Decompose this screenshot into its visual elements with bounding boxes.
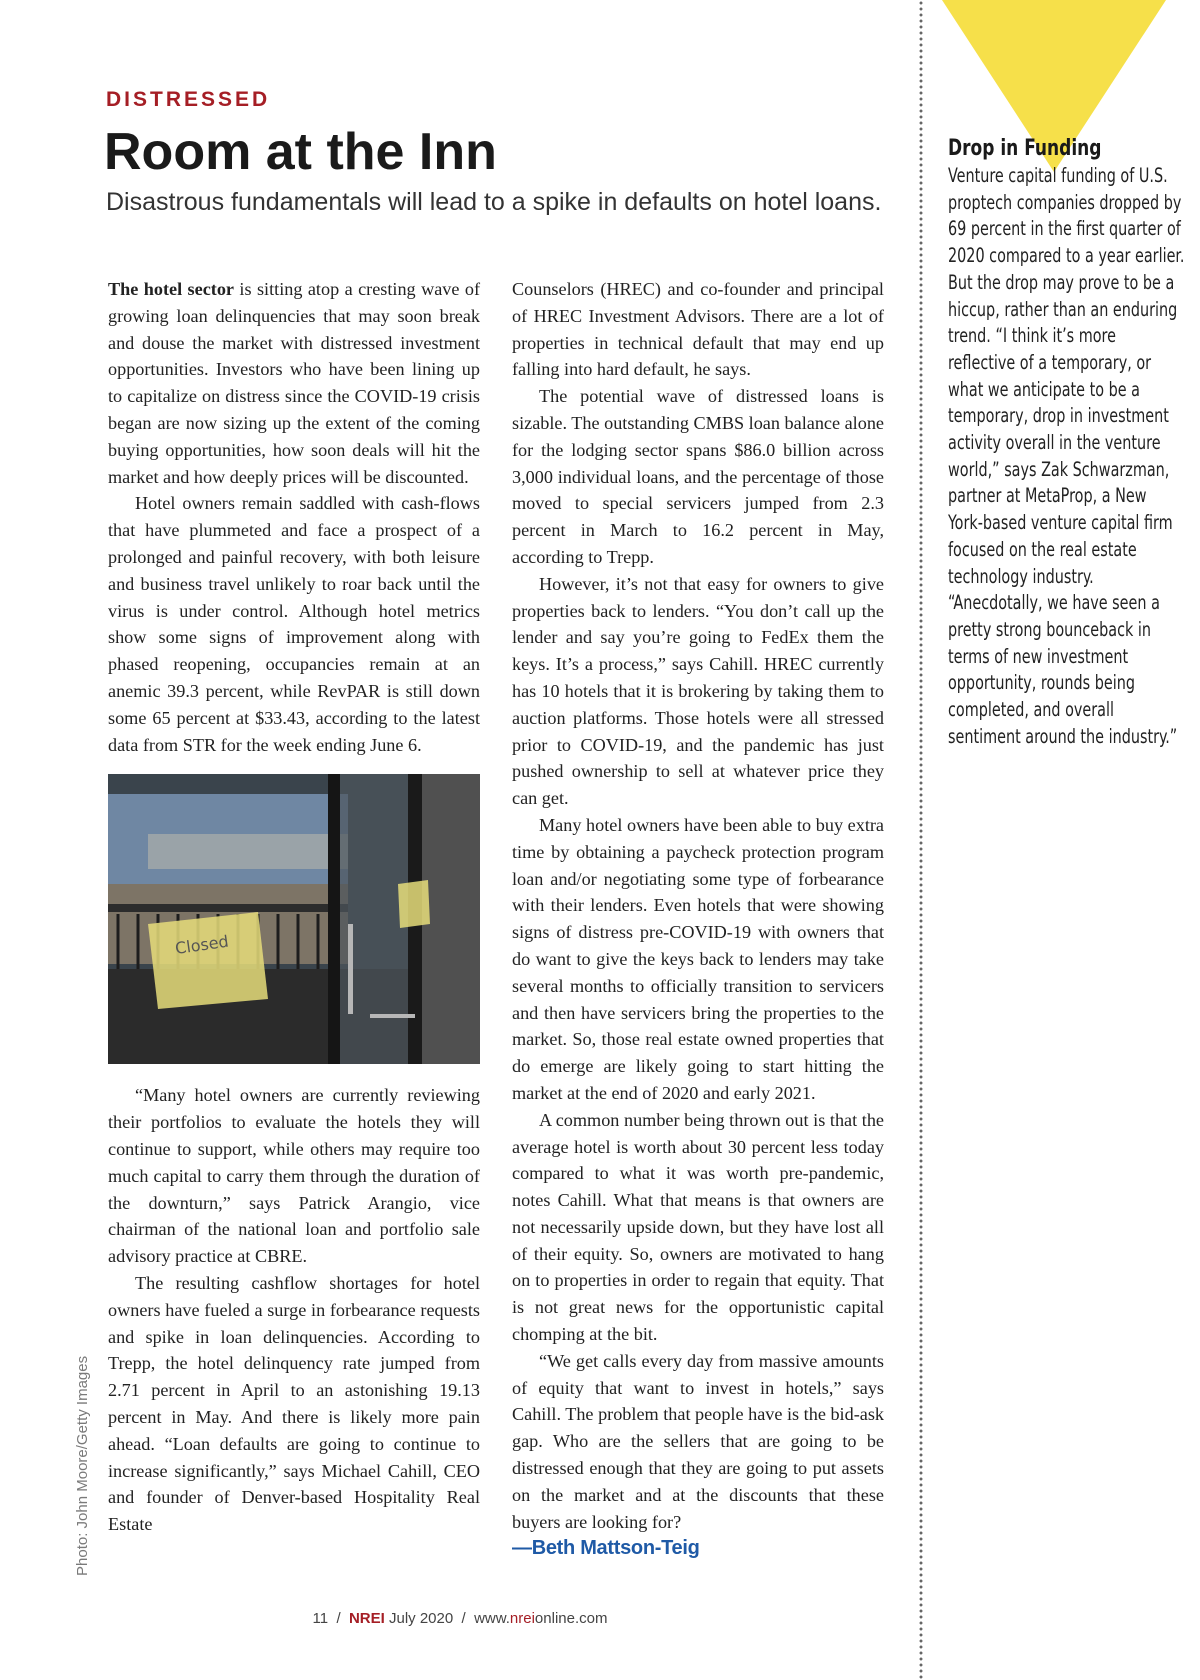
- paragraph: [108, 276, 480, 490]
- website-link[interactable]: [474, 1610, 607, 1627]
- page-footer: [0, 1610, 920, 1627]
- paragraph: Many hotel owners have been able to buy extra time by obtaining a paycheck protection program loan and/or negotiating some type of forbearance with their lenders. Even hotels that were showing signs of distress pre-COVID-19 with owners that do want to give the keys back to lenders may take several months to officially transition to servicers and then have servicers bring the properties to the market. So, those real estate owned properties that do emerge are likely going to start hitting the market at the end of 2020 and early 2021.: [512, 814, 884, 1103]
- url-suffix: online.com: [534, 1610, 608, 1627]
- headline: Room at the Inn: [104, 123, 497, 181]
- paragraph: Counselors (HREC) and co-founder and principal of HREC Investment Advisors. There are a lot of properties in technical default that may end up falling into hard default, he says.: [512, 279, 884, 380]
- paragraph: However, it’s not that easy for owners to give properties back to lenders. “You don’t call up the lender and say you’re going to FedEx them the keys. It’s a process,” says Cahill. HREC currently has 10 hotels that it is brokering by taking them to auction platforms. Those hotels were all stressed prior to COVID-19, and the pandemic has just pushed ownership to sell at whatever price they can get.: [512, 573, 884, 809]
- page-number: 11: [312, 1610, 329, 1627]
- paragraph-text: is sitting atop a cresting wave of growing loan delinquencies that may soon break and douse the market with distressed investment opportunities. Investors who have been lining up to capitalize on distress since the COVID-19 crisis began are now sizing up the extent of the coming buying opportunities, how soon deals will hit the market and how deeply prices will be discounted.: [108, 279, 481, 487]
- footer-separator: /: [461, 1610, 466, 1627]
- issue-date: July 2020: [388, 1610, 454, 1627]
- url-brand: nrei: [509, 1610, 535, 1627]
- hotel-closed-photo: [108, 774, 480, 1064]
- paragraph: “Many hotel owners are currently reviewing their portfolios to evaluate the hotels they will continue to support, while others may require too much capital to carry them through the duration of the downturn,” says Patrick Arangio, vice chairman of the national loan and portfolio sale advisory practice at CBRE.: [108, 1085, 480, 1267]
- dotted-divider: [919, 0, 923, 1680]
- deck: Disastrous fundamentals will lead to a spike in defaults on hotel loans.: [106, 188, 882, 216]
- brand-name: NREI: [348, 1610, 385, 1627]
- photo-credit: Photo: John Moore/Getty Images: [74, 1355, 91, 1576]
- sidebar-text: Venture capital funding of U.S. proptech companies dropped by 69 percent in the first quarter of 2020 compared to a year earlier. But the drop may prove to be a hiccup, rather than an enduring trend. “I think it’s more reflective of a temporary, or what we anticipate to be a temporary, drop in investment activity overall in the venture world,” says Zak Schwarzman, partner at MetaProp, a New York-based venture capital firm focused on the real estate technology industry. “Anecdotally, we have seen a pretty strong bounceback in terms of new investment opportunity, rounds being completed, and overall sentiment around the industry.”: [948, 164, 1185, 748]
- article-column-1: [108, 276, 480, 1538]
- paragraph: A common number being thrown out is that the average hotel is worth about 30 percent less today compared to what it was worth pre-pandemic, notes Cahill. What that means is that owners are not necessarily upside down, but they have lost all of their equity. So, owners are motivated to hang on to properties in order to regain that equity. That is not great news for the opportunistic capital chomping at the bit.: [512, 1109, 884, 1345]
- lead-in: The hotel sector: [108, 279, 234, 299]
- article-column-2: [512, 276, 884, 1562]
- closed-sign-text: Closed: [173, 932, 230, 959]
- byline: —Beth Mattson-Teig: [512, 1537, 700, 1560]
- url-prefix: www.: [474, 1610, 510, 1627]
- sidebar-title: Drop in Funding: [948, 136, 1102, 161]
- paragraph: The potential wave of distressed loans is sizable. The outstanding CMBS loan balance alone for the lodging sector spans $86.0 billion across 3,000 individual loans, and the percentage of those moved to special servicers jumped from 2.3 percent in March to 16.2 percent in May, according to Trepp.: [512, 386, 884, 567]
- footer-separator: /: [336, 1610, 341, 1627]
- section-kicker: DISTRESSED: [106, 88, 271, 111]
- photo-illustration: [108, 774, 480, 1064]
- paragraph: “We get calls every day from massive amounts of equity that want to invest in hotels,” says Cahill. The problem that people have is the bid-ask gap. Who are the sellers that are going to be distressed enough that they are going to put assets on the market and at the discounts that these buyers are looking for?: [512, 1350, 884, 1532]
- paragraph: Hotel owners remain saddled with cash-flows that have plummeted and face a prospect of a prolonged and painful recovery, with both leisure and business travel unlikely to roar back until the virus is under control. Although hotel metrics show some signs of improvement along with phased reopening, occupancies remain at an anemic 39.3 percent, while RevPAR is still down some 65 percent at $33.43, according to the latest data from STR for the week ending June 6.: [108, 493, 480, 755]
- paragraph: The resulting cashflow shortages for hotel owners have fueled a surge in forbearance requests and spike in loan delinquencies. According to Trepp, the hotel delinquency rate jumped from 2.71 percent in April to an astonishing 19.13 percent in May. And there is likely more pain ahead. “Loan defaults are going to continue to increase significantly,” says Michael Cahill, CEO and founder of Denver-based Hospitality Real Estate: [108, 1272, 480, 1535]
- sidebar: [948, 136, 1198, 750]
